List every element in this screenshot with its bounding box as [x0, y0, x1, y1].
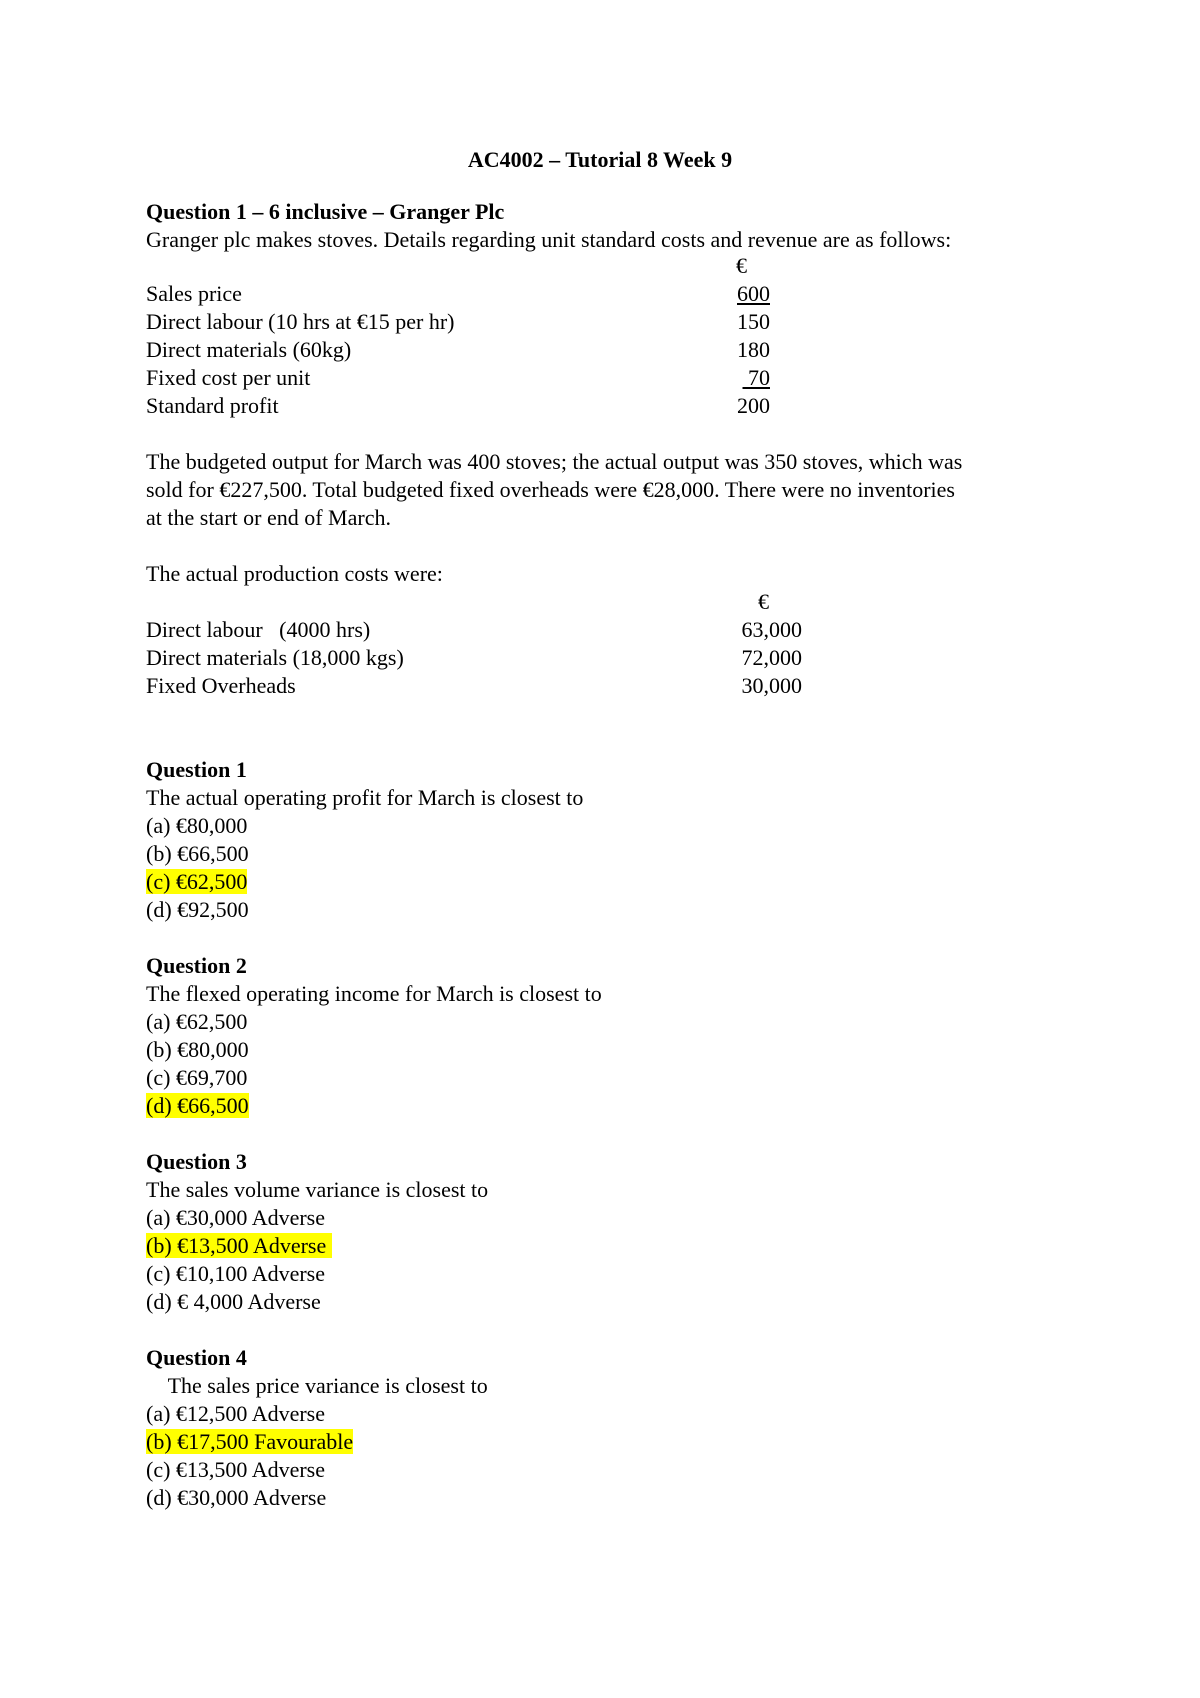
- paragraph-line: The budgeted output for March was 400 stoves; the actual output was 350 stoves, which was: [146, 449, 963, 474]
- answer-option: (a) €80,000: [146, 813, 248, 838]
- actual-costs-heading: The actual production costs were:: [146, 561, 443, 586]
- actual-cost-value: 72,000: [741, 645, 802, 670]
- paragraph-line: sold for €227,500. Total budgeted fixed overheads were €28,000. There were no inventories: [146, 477, 955, 502]
- answer-option-highlighted: (b) €13,500 Adverse: [146, 1233, 332, 1258]
- cost-label: Direct labour (10 hrs at €15 per hr): [146, 309, 455, 334]
- answer-option: (c) €13,500 Adverse: [146, 1457, 326, 1482]
- cost-value: 150: [737, 309, 770, 334]
- intro-text: Granger plc makes stoves. Details regarding unit standard costs and revenue are as follows:: [146, 227, 952, 252]
- currency-header: €: [758, 589, 769, 614]
- document-title: AC4002 – Tutorial 8 Week 9: [467, 147, 733, 172]
- actual-cost-value: 30,000: [741, 673, 802, 698]
- cost-value: 600: [737, 281, 770, 306]
- answer-option-highlighted: (b) €17,500 Favourable: [146, 1429, 354, 1454]
- question-heading: Question 3: [146, 1149, 247, 1174]
- cost-label: Fixed cost per unit: [146, 365, 311, 390]
- answer-option-highlighted: (c) €62,500: [146, 869, 248, 894]
- cost-label: Direct materials (60kg): [146, 337, 352, 362]
- answer-option: (b) €80,000: [146, 1037, 249, 1062]
- actual-cost-value: 63,000: [741, 617, 802, 642]
- cost-value: 70: [742, 365, 770, 390]
- answer-option-highlighted: (d) €66,500: [146, 1093, 249, 1118]
- cost-label: Sales price: [146, 281, 242, 306]
- currency-header: €: [736, 253, 747, 278]
- cost-value: 180: [737, 337, 770, 362]
- answer-option: (d) €30,000 Adverse: [146, 1485, 327, 1510]
- section-heading: Question 1 – 6 inclusive – Granger Plc: [146, 199, 505, 224]
- answer-option: (a) €30,000 Adverse: [146, 1205, 326, 1230]
- answer-option: (a) €62,500: [146, 1009, 248, 1034]
- paragraph-line: at the start or end of March.: [146, 505, 391, 530]
- question-heading: Question 4: [146, 1345, 247, 1370]
- question-heading: Question 2: [146, 953, 247, 978]
- question-prompt: The sales volume variance is closest to: [146, 1177, 489, 1202]
- actual-cost-label: Direct labour (4000 hrs): [146, 617, 371, 642]
- answer-option: (d) €92,500: [146, 897, 249, 922]
- actual-cost-label: Direct materials (18,000 kgs): [146, 645, 404, 670]
- question-prompt: The flexed operating income for March is closest to: [146, 981, 602, 1006]
- answer-option: (a) €12,500 Adverse: [146, 1401, 326, 1426]
- cost-value: 200: [737, 393, 770, 418]
- answer-option: (d) € 4,000 Adverse: [146, 1289, 321, 1314]
- answer-option: (b) €66,500: [146, 841, 249, 866]
- cost-label: Standard profit: [146, 393, 279, 418]
- question-heading: Question 1: [146, 757, 247, 782]
- actual-cost-label: Fixed Overheads: [146, 673, 296, 698]
- question-prompt: The sales price variance is closest to: [146, 1373, 488, 1398]
- answer-option: (c) €10,100 Adverse: [146, 1261, 326, 1286]
- answer-option: (c) €69,700: [146, 1065, 248, 1090]
- question-prompt: The actual operating profit for March is closest to: [146, 785, 584, 810]
